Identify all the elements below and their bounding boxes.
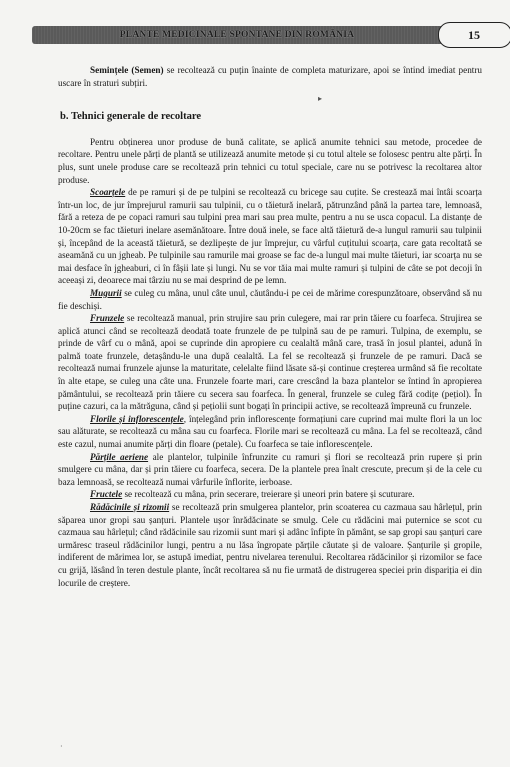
term-muguri: Mugurii <box>90 287 122 298</box>
intro-term: Semințele (Semen) <box>90 65 164 75</box>
term-flori: Florile și inflorescențele <box>90 413 184 424</box>
page-header <box>32 22 480 48</box>
intro-paragraph <box>58 64 482 89</box>
text-aeriene: ale plantelor, tulpinile înfrunzite cu ramuri și flori se recoltează prin rupere și prin smulgere cu mâna, dar și prin tăiere cu foarfeca, secera. De la plantele prea înalt crescute, precum și de la cele cu baza lemnoasă, se recoltează numai vârfurile înflorite, ierboase. <box>58 451 482 487</box>
paragraph-aeriene <box>58 451 482 489</box>
page-number: 15 <box>468 28 480 42</box>
text-scoarte: de pe ramuri și de pe tulpini se recoltează cu bricege sau cuțite. Se crestează mai întâi scoarța într-un loc, de jur împrejurul ramurii sau tulpinii, cu o tăietură inelară, pătrunzând până la partea tare, lemnoasă, fără a reteza de pe copaci ramuri sau tulpini prea mari sau prea multe, pentru a nu se usca copacul. La distanțe de 10-20cm se fac tăieturi inelare asemănătoare. Între două inele, se face altă tăietură de-a lungul ramurii sau tulpinii și, începând de la această tăietură, se dezlipește de jur împrejur, cu vârful cuțitului scoarța, care gata recoltată se aseamănă cu un jgheab. Pe tulpinile sau ramurile mai groase se fac de-a lungul mai multe tăieturi, iar scoarța nu se mai desface în jgheaburi, ci în fâșii late și lungi. Nu se vor tăia mai multe ramuri și tulpini de câte se pot decoji în aceeași zi, deoarece mai târziu nu se mai desprind de pe lemn. <box>58 187 482 286</box>
text-fructe: se recoltează cu mâna, prin secerare, treierare și uneori prin batere și scuturare. <box>122 489 415 500</box>
paragraph-frunze <box>58 312 482 413</box>
text-flori: , înțelegând prin inflorescențe formațiuni care cuprind mai multe flori la un loc sau alăturate, se recoltează cu mâna sau cu foarfeca. Florile mari se recoltează cu mâna. La fel se recoltează, când este cazul, numai anumite părți din floare (petale). Cu foarfeca se taie inflorescențele. <box>58 413 482 450</box>
term-aeriene: Părțile aeriene <box>90 451 149 462</box>
scan-speck: ▸ <box>318 94 323 103</box>
running-title: PLANTE MEDICINALE SPONTANE DIN ROMÂNIA <box>119 30 355 40</box>
paragraph-flori <box>58 413 482 451</box>
text-radacini: se recoltează prin smulgerea plantelor, prin scoaterea cu cazmaua sau hârlețul, prin săparea unor gropi sau șanțuri. Plantele ușor înrădăcinate se smulg. Cele cu rădăcini mai puternice se scot cu cazmaua sau hârlețul; când rădăcinile sau rizomii sunt mari și adânc înfipte în pământ, se sap gropi sau șanțuri care urmăresc traseul rădăcinilor lungi, pentru a nu lăsa îngropate părțile căutate și de valoare. Șanțurile și gropile, indiferent de mărimea lor, se astupă imediat, pentru nivelarea terenului. Recoltarea rădăcinilor și rizomilor se face cu grijă, lăsând în teren destule plante, încât recoltarea să nu fie urmată de distrugerea speciei prin dispariția ei din locurile de creștere. <box>58 502 482 588</box>
term-frunze: Frunzele <box>90 313 125 324</box>
paragraph-muguri <box>58 287 482 312</box>
paragraph-scoarte <box>58 186 482 287</box>
intro-text: se recoltează cu puțin înainte de completa maturizare, apoi se întind imediat pentru uscare în straturi subțiri. <box>58 65 483 88</box>
paragraph-intro-techniques: Pentru obținerea unor produse de bună calitate, se aplică anumite tehnici sau metode, procedee de recoltare. Pentru unele părți de plantă se utilizează anumite metode și cu totul altele se folosesc pentru alte părți. În plus, sunt unele produse care se recoltează prin tehnici cu totul speciale, care nu se potrivesc la recoltarea altor produse. <box>58 136 482 185</box>
paragraph-fructe <box>58 488 482 501</box>
section-heading: b. Tehnici generale de recoltare <box>60 111 202 123</box>
text-frunze: se recoltează manual, prin strujire sau prin culegere, mai rar prin tăiere cu foarfeca. Strujirea se aplică atunci când se recoltează deodată toate frunzele de pe tulpină sau de pe ramuri. Tulpina, de exemplu, se prinde de vârf cu o mână, apoi se cuprinde din apropiere cu cealaltă mână care, trasă în josul plantei, adună în palmă toate frunzele, detașându-le una după cealaltă. La fel se recoltează și frunzele de pe ramuri. Dacă se recoltează numai frunzele ajunse la maturitate, celelalte fiind lăsate să-și continue creșterea urmând să fie recoltate în alte etape, se culeg una câte una. Frunzele foarte mari, care crescând la baza plantelor se întind în apropierea pământului, se recoltează prin tăiere cu secera sau foarfeca. În general, frunzele se culeg fără codițe (pețiol). În puține cazuri, ca la mătrăguna, când și pețiolii sunt bogați în principii active, se recoltează împreună cu frunzele. <box>58 313 482 412</box>
term-fructe: Fructele <box>90 489 123 500</box>
term-scoarte: Scoarțele <box>90 187 126 198</box>
paragraph-radacini <box>58 501 482 589</box>
page-body <box>58 64 482 589</box>
term-radacini: Rădăcinile și rizomii <box>90 502 170 512</box>
text-muguri: se culeg cu mâna, unul câte unul, căutându-i pe cei de mărime corespunzătoare, observând să nu fie deschiși. <box>58 287 482 311</box>
scan-speck-bottom: · <box>60 742 63 751</box>
